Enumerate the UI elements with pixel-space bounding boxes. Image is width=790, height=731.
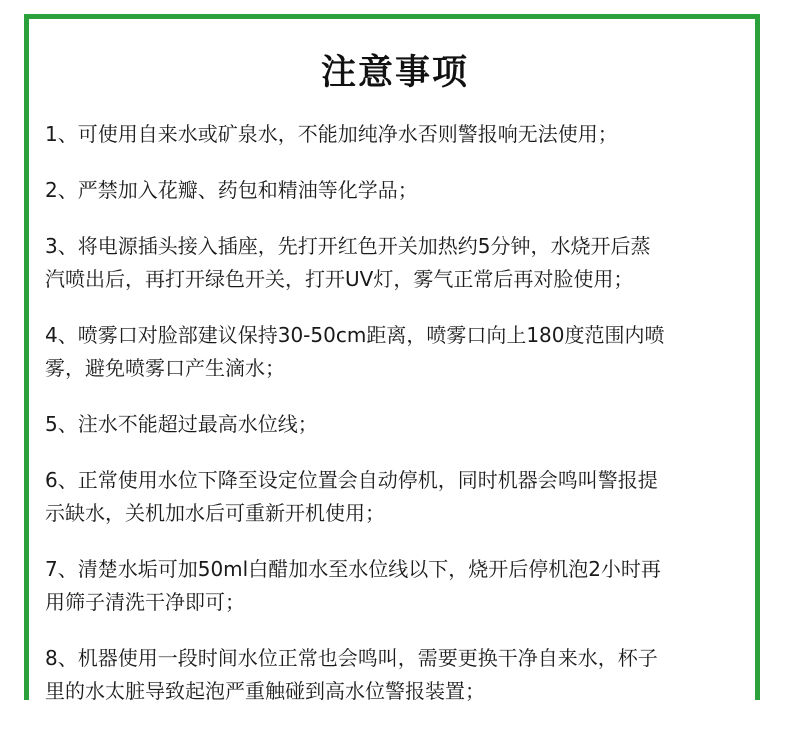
note-line: 2、严禁加入花瓣、药包和精油等化学品； bbox=[45, 178, 418, 202]
note-line: 示缺水，关机加水后可重新开机使用； bbox=[45, 501, 385, 525]
note-item-3 bbox=[45, 230, 745, 296]
note-line: 里的水太脏导致起泡严重触碰到高水位警报装置； bbox=[45, 679, 485, 703]
note-line: 1、可使用自来水或矿泉水，不能加纯净水否则警报响无法使用； bbox=[45, 122, 618, 146]
note-line: 汽喷出后，再打开绿色开关，打开UV灯，雾气正常后再对脸使用； bbox=[45, 267, 634, 291]
note-line: 8、机器使用一段时间水位正常也会鸣叫，需要更换干净自来水，杯子 bbox=[45, 646, 658, 670]
note-item-6 bbox=[45, 464, 745, 530]
note-line: 6、正常使用水位下降至设定位置会自动停机，同时机器会鸣叫警报提 bbox=[45, 468, 658, 492]
note-item-7 bbox=[45, 553, 745, 619]
note-line: 用筛子清洗干净即可； bbox=[45, 590, 245, 614]
notes-list bbox=[45, 118, 745, 731]
note-item-5 bbox=[45, 408, 745, 441]
note-line: 3、将电源插头接入插座，先打开红色开关加热约5分钟，水烧开后蒸 bbox=[45, 234, 651, 258]
note-item-8 bbox=[45, 642, 745, 708]
note-item-2 bbox=[45, 174, 745, 207]
note-line: 雾，避免喷雾口产生滴水； bbox=[45, 356, 285, 380]
note-line: 7、清楚水垢可加50ml白醋加水至水位线以下，烧开后停机泡2小时再 bbox=[45, 557, 661, 581]
note-item-4 bbox=[45, 319, 745, 385]
note-line: 5、注水不能超过最高水位线； bbox=[45, 412, 318, 436]
note-item-1 bbox=[45, 118, 745, 151]
page-title: 注意事项 bbox=[320, 53, 469, 93]
note-line: 4、喷雾口对脸部建议保持30-50cm距离，喷雾口向上180度范围内喷 bbox=[45, 323, 665, 347]
